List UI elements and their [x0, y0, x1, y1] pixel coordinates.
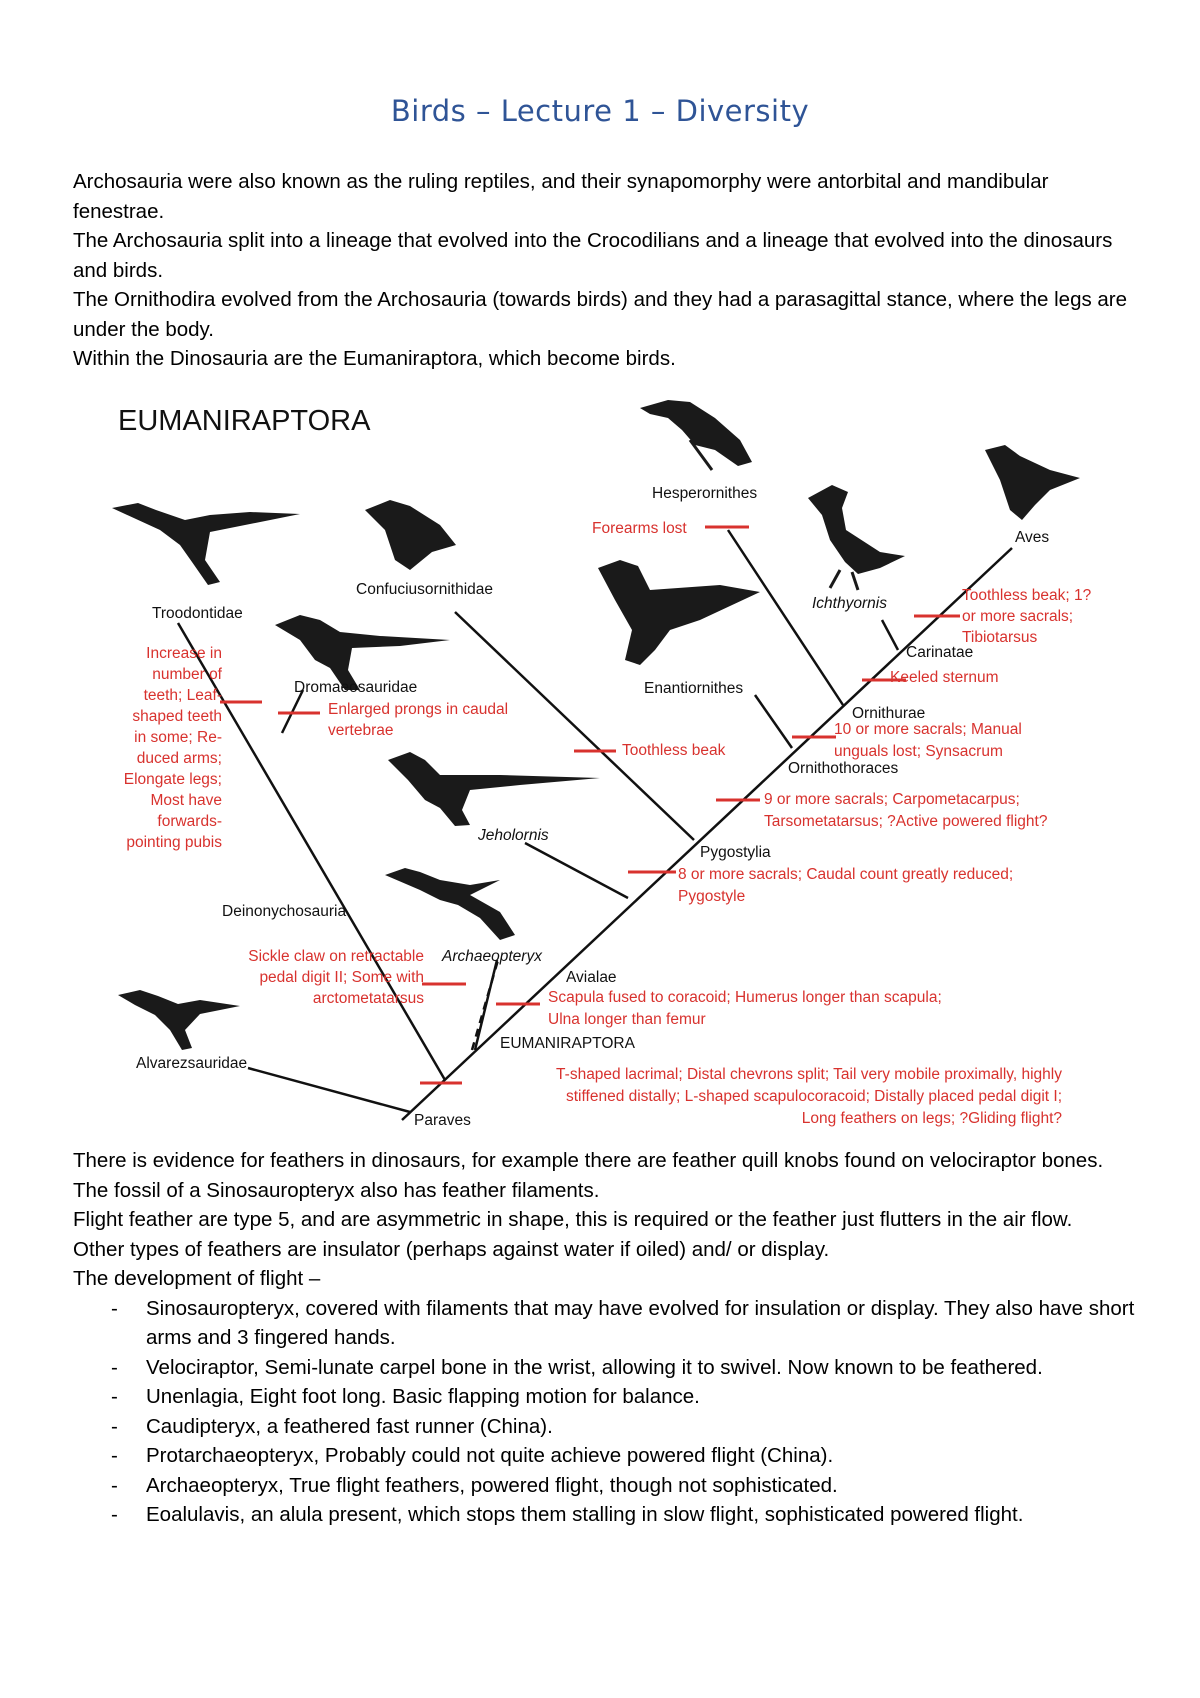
intro-paragraph: The Ornithodira evolved from the Archosauria (towards birds) and they had a parasagittal stance, where the legs are under the body.: [73, 288, 1128, 341]
taxon-label: Ornithurae: [852, 705, 926, 722]
character-label: or more sacrals;: [962, 608, 1074, 625]
intro-paragraph: The Archosauria split into a lineage that evolved into the Crocodilians and a lineage that evolved into the dinosaurs and birds.: [73, 229, 1113, 282]
eumaniraptora-cladogram: [0, 390, 1200, 1145]
list-dash: -: [111, 1473, 118, 1497]
flight-development-list: [73, 1294, 1143, 1530]
taxon-label: Deinonychosauria: [222, 903, 347, 920]
character-label: forwards-: [157, 813, 222, 830]
body-paragraph: Other types of feathers are insulator (perhaps against water if oiled) and/ or display.: [73, 1237, 830, 1261]
taxon-label: Hesperornithes: [652, 485, 758, 502]
list-dash: -: [111, 1444, 118, 1467]
taxon-label: Enantiornithes: [644, 680, 744, 697]
list-item: [73, 1294, 1143, 1353]
list-item: [73, 1353, 1143, 1383]
character-label: 9 or more sacrals; Carpometacarpus;: [764, 791, 1020, 808]
taxon-label: Aves: [1015, 529, 1050, 546]
list-item-text: Velociraptor, Semi-lunate carpel bone in the wrist, allowing it to swivel. Now known to be feathered.: [146, 1355, 1043, 1379]
character-label: Tarsometatarsus; ?Active powered flight?: [764, 813, 1048, 830]
character-label: Scapula fused to coracoid; Humerus longer than scapula;: [548, 989, 942, 1006]
list-item: [73, 1441, 1143, 1471]
alvarezsauridae-skeleton-icon: [118, 990, 240, 1050]
list-item-text: Caudipteryx, a feathered fast runner (China).: [146, 1414, 553, 1438]
character-label: Long feathers on legs; ?Gliding flight?: [801, 1110, 1062, 1127]
character-label: in some; Re-: [134, 729, 222, 746]
intro-text: [73, 167, 1143, 374]
taxon-label: Paraves: [414, 1112, 471, 1129]
intro-paragraph: Within the Dinosauria are the Eumaniraptora, which become birds.: [73, 347, 676, 370]
taxon-label: Pygostylia: [700, 844, 771, 861]
character-label: number of: [152, 666, 222, 683]
character-label: arctometatarsus: [312, 990, 424, 1007]
character-label: Toothless beak; 1?: [962, 587, 1092, 604]
list-dash: -: [111, 1385, 118, 1408]
character-label: T-shaped lacrimal; Distal chevrons split; Tail very mobile proximally, highly: [556, 1066, 1062, 1083]
character-label: Enlarged prongs in caudal: [328, 701, 509, 718]
character-label: Elongate legs;: [123, 771, 222, 788]
character-label: pointing pubis: [126, 834, 222, 851]
body-text: [73, 1146, 1143, 1530]
body-paragraph: The development of flight –: [73, 1267, 321, 1290]
list-dash: -: [111, 1503, 118, 1526]
taxon-label: Troodontidae: [152, 605, 243, 622]
list-item-text: Unenlagia, Eight foot long. Basic flapping motion for balance.: [146, 1385, 700, 1408]
intro-paragraph: Archosauria were also known as the ruling reptiles, and their synapomorphy were antorbital and mandibular fenestrae.: [73, 170, 1049, 223]
taxon-label: Ornithothoraces: [788, 760, 899, 777]
confuciusornithidae-skeleton-icon: [365, 500, 456, 570]
list-item: [73, 1471, 1143, 1501]
page-title: Birds – Lecture 1 – Diversity: [390, 94, 810, 128]
character-label: vertebrae: [328, 722, 394, 739]
character-label: pedal digit II; Some with: [259, 969, 424, 986]
list-item-text: Archaeopteryx, True flight feathers, powered flight, though not sophisticated.: [146, 1473, 838, 1497]
hesperornithes-skeleton-icon: [640, 400, 752, 470]
character-label: Ulna longer than femur: [548, 1011, 706, 1028]
character-label: 10 or more sacrals; Manual: [834, 721, 1022, 738]
character-label: duced arms;: [136, 750, 222, 767]
body-paragraph: The fossil of a Sinosauropteryx also has feather filaments.: [73, 1178, 600, 1202]
taxon-label: Jeholornis: [478, 827, 549, 844]
body-paragraph: Flight feather are type 5, and are asymmetric in shape, this is required or the feather just flutters in the air flow.: [73, 1208, 1073, 1231]
taxon-label: Confuciusornithidae: [356, 581, 494, 598]
character-label: unguals lost; Synsacrum: [834, 743, 1003, 760]
taxon-label: Avialae: [566, 969, 617, 986]
list-item-text: Sinosauropteryx, covered with filaments that may have evolved for insulation or display. They also have short arms and 3 fingered hands.: [146, 1296, 1135, 1349]
character-label: Most have: [150, 792, 222, 809]
taxon-label: Ichthyornis: [812, 595, 887, 612]
character-label: shaped teeth: [132, 708, 222, 725]
character-label: 8 or more sacrals; Caudal count greatly reduced;: [678, 866, 1014, 883]
character-label: Forearms lost: [592, 520, 687, 537]
enantiornithes-skeleton-icon: [598, 560, 760, 665]
taxon-label: Carinatae: [906, 644, 974, 661]
list-item-text: Protarchaeopteryx, Probably could not quite achieve powered flight (China).: [146, 1444, 834, 1467]
jeholornis-skeleton-icon: [388, 752, 600, 826]
taxon-label: Alvarezsauridae: [136, 1055, 248, 1072]
character-label: stiffened distally; L-shaped scapulocoracoid; Distally placed pedal digit I;: [566, 1088, 1062, 1105]
list-item: [73, 1412, 1143, 1442]
list-dash: -: [111, 1355, 118, 1379]
body-paragraph: There is evidence for feathers in dinosaurs, for example there are feather quill knobs found on velociraptor bones.: [73, 1149, 1104, 1172]
list-dash: -: [111, 1414, 118, 1438]
character-label: Toothless beak: [622, 742, 726, 759]
character-label: Increase in: [146, 645, 222, 662]
character-label: Tibiotarsus: [962, 629, 1038, 646]
troodontidae-skeleton-icon: [112, 503, 300, 585]
character-label: Sickle claw on retractable: [248, 948, 424, 965]
aves-skeleton-icon: [985, 445, 1080, 520]
ichthyornis-skeleton-icon: [808, 485, 905, 590]
list-item: [73, 1382, 1143, 1412]
character-label: Pygostyle: [678, 888, 746, 905]
list-dash: -: [111, 1296, 118, 1320]
list-item: [73, 1500, 1143, 1530]
taxon-label: EUMANIRAPTORA: [500, 1035, 635, 1052]
character-label: teeth; Leaf-: [143, 687, 222, 704]
taxon-label: Dromaeosauridae: [294, 679, 418, 696]
archaeopteryx-skeleton-icon: [385, 868, 515, 940]
taxon-label: Archaeopteryx: [442, 948, 542, 965]
cladogram-heading: EUMANIRAPTORA: [118, 405, 371, 437]
character-label: Keeled sternum: [890, 669, 999, 686]
list-item-text: Eoalulavis, an alula present, which stops them stalling in slow flight, sophisticated powered flight.: [146, 1503, 1024, 1526]
